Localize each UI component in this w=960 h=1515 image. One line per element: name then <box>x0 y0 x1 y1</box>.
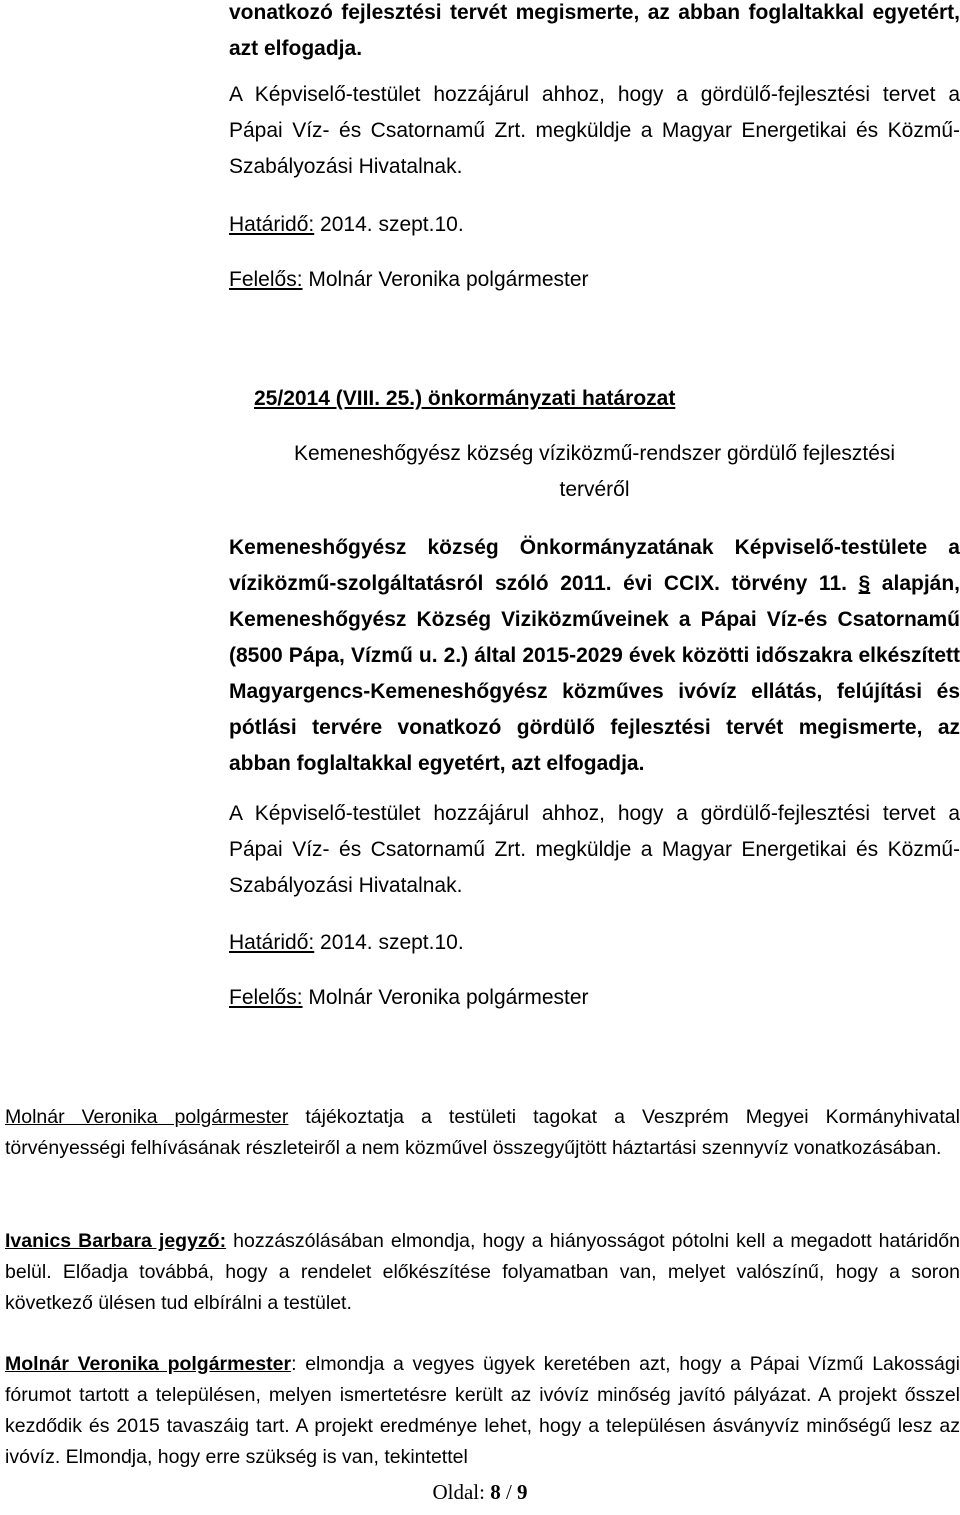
resolution-body-part-2: alapján, Kemeneshőgyész Község Viziközműveinek a Pápai Víz-és Csatornamű (8500 Pápa, Vízmű u. 2.) által 2015-2029 évek közötti időszakra elkészített Magyargencs-Kemeneshőgyész közműves ivóvíz ellátás, felújítási és pótlási tervére vonatkozó gördülő fejlesztési tervét megismerte, az abban foglaltakkal egyetért, azt elfogadja. <box>229 572 960 775</box>
deadline-label: Határidő: <box>229 213 315 236</box>
responsible-value: Molnár Veronika polgármester <box>302 986 589 1009</box>
resolution-number: 25/2014 (VIII. 25.) önkormányzati határozat <box>254 387 676 410</box>
page-total: 9 <box>517 1480 528 1504</box>
speaker-name: Molnár Veronika polgármester <box>5 1353 292 1375</box>
resolution-title-line-1: Kemeneshőgyész község víziközmű-rendszer gördülő fejlesztési <box>293 442 896 465</box>
minutes-paragraph-2 <box>5 1226 960 1319</box>
speaker-text: tájékoztatja a testületi tagokat a Veszprém Megyei Kormányhivatal törvényességi felhívásának részleteiről a nem közművel összegyűjtött háztartási szennyvíz vonatkozásában. <box>5 1106 960 1159</box>
minutes-paragraph-3 <box>5 1349 960 1473</box>
section-sign: § <box>858 572 871 595</box>
resolution-body <box>229 530 960 782</box>
resolution-consent-text: A Képviselő-testület hozzájárul ahhoz, hogy a gördülő-fejlesztési tervet a Pápai Víz- és Csatornamű Zrt. megküldje a Magyar Energetikai és Közmű- Szabályozási Hivatalnak. <box>229 802 960 897</box>
responsible-label: Felelős: <box>229 268 303 291</box>
top-deadline <box>229 207 960 243</box>
resolution-body-part-1: Kemeneshőgyész község Önkormányzatának Képviselő-testülete a víziközmű-szolgáltatásról szóló 2011. évi CCIX. törvény 11. <box>229 536 960 595</box>
top-responsible <box>229 262 960 298</box>
resolution-responsible <box>229 980 960 1016</box>
page-separator: / <box>505 1480 512 1504</box>
top-consent-text: A Képviselő-testület hozzájárul ahhoz, hogy a gördülő-fejlesztési tervet a Pápai Víz- és Csatornamű Zrt. megküldje a Magyar Energetikai és Közmű- Szabályozási Hivatalnak. <box>229 83 960 178</box>
deadline-label: Határidő: <box>229 931 315 954</box>
responsible-value: Molnár Veronika polgármester <box>302 268 589 291</box>
deadline-value: 2014. szept.10. <box>314 213 464 236</box>
resolution-deadline <box>229 925 960 961</box>
speaker-text: hozzászólásában elmondja, hogy a hiányosságot pótolni kell a megadott határidőn belül. Előadja továbbá, hogy a rendelet előkészítése folyamatban van, melyet valószínű, hogy a soron következő ülésen tud elbírálni a testület. <box>5 1230 960 1314</box>
speaker-name: Ivanics Barbara jegyző: <box>5 1230 227 1252</box>
speaker-text: : elmondja a vegyes ügyek keretében azt, hogy a Pápai Vízmű Lakossági fórumot tartott a településen, melyen ismertetésre került az ivóvíz minőség javító pályázat. A projekt ősszel kezdődik és 2015 tavaszáig tart. A projekt eredménye lehet, hogy a településen ásványvíz minőségű lesz az ivóvíz. Elmondja, hogy erre szükség is van, tekintettel <box>5 1353 960 1468</box>
minutes-paragraph-1 <box>5 1102 960 1164</box>
page-current: 8 <box>490 1480 501 1504</box>
speaker-name: Molnár Veronika polgármester <box>5 1106 289 1128</box>
responsible-label: Felelős: <box>229 986 303 1009</box>
resolution-title-line-2: tervéről <box>559 478 630 501</box>
page-footer <box>0 1478 960 1506</box>
deadline-value: 2014. szept.10. <box>314 931 464 954</box>
page-label: Oldal: <box>432 1480 485 1504</box>
top-resolution-text: vonatkozó fejlesztési tervét megismerte, az abban foglaltakkal egyetért, azt elfogadja. <box>229 1 960 60</box>
